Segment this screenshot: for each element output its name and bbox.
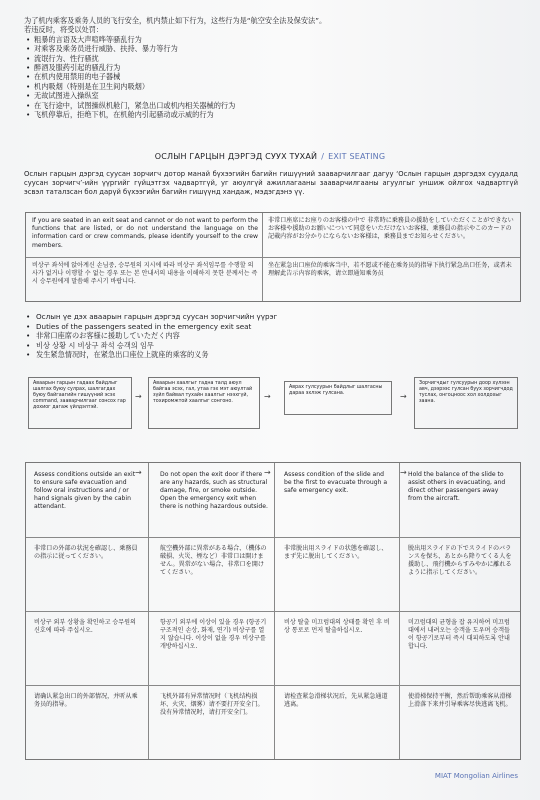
exit-duties-grid: [25, 462, 521, 760]
exit-seat-notice-box: [25, 212, 521, 302]
arrow-right-icon: →: [264, 392, 271, 401]
mongolian-paragraph: Ослын гарцын дэргэд суусан зорчигч дотор манай бүхээгийн багийн гишүүний зааварчилгааг дагуу ‘Ослын гарцын дэргэдэх суудалд суусан зорчигч’-ийн үүргийг гүйцэтгэх чадвартгүй, уг аюулгүй ажиллагааны зааварчилгааны агуулгыг уншиж ойлгох чадвартгүй эсвэл таталзсан бол дарүй бүхээгийн багийн гишүүнд хандаж, мэдэгдэнэ үү.: [24, 170, 518, 196]
step-box-3: Аврах гулсуурын байдлыг шалгасны дараа эхлэж гулсана.: [284, 381, 392, 415]
arrow-right-icon: →: [400, 392, 407, 401]
duties-items: [24, 312, 494, 360]
duty-title-mongolian: • Ослын үе дэх аваарын гарцын дэргэд суусан зорчигчийн үүрэг: [36, 312, 494, 322]
box-divider-horizontal: [26, 257, 520, 258]
step-box-2: Аваарын хаалгыг гадна талд аюул байгаа эсэх, гал, утаа гэх мэт аюултай зүйл байвал тухайн хаалгыг нээхгүй, тохиромжтой хаалгыг сонгоно.: [148, 377, 260, 429]
grid-divider: [26, 537, 520, 538]
grid-cell-english-3: Assess condition of the slide and be the first to evacuate through a safe emergency exit.: [284, 471, 388, 494]
step-box-1: Аваарын гарцын гадаах байдлыг шалгах буюу сулрах, шалгагдах буюу байгаагийн гишүүний эсэх command, зааварчилгааг сонсох гар дохиог дагаж үйлдэлтэй.: [28, 377, 132, 429]
exit-seating-header: [0, 152, 540, 161]
list-item: • 飞机停靠后，拒绝下机，在机舱内引起骚动或示威的行为: [34, 110, 494, 119]
header-mongolian: ОСЛЫН ГАРЦЫН ДЭРГЭД СУУХ ТУХАЙ: [154, 152, 318, 161]
list-item: • 无故试图进入操纵室: [34, 91, 494, 100]
grid-cell-korean-3: 비상 탈출 미끄럼대의 상태를 확인 후 비상 통로로 먼저 탈출하십시오.: [284, 619, 390, 634]
chinese-intro: [24, 16, 494, 119]
grid-cell-korean-2: 항공기 외부에 이상이 있을 경우 (항공기 구조적인 손상, 화재, 연기) 비상구를 열지 않습니다. 이상이 없을 경우 비상구를 개방하십시오.: [160, 619, 267, 650]
grid-cell-english-1: Assess conditions outside an exit to ensure safe evacuation and follow oral instructions and / or hand signals given by the cabin attendant.: [34, 471, 136, 510]
grid-cell-english-2: Do not open the exit door if there are any hazards, such as structural damage, fire, or smoke outside. Open the emergency exit when there is nothing hazardous outside.: [160, 471, 268, 510]
grid-cell-chinese-4: 使滑梯保持平衡，然后帮助乘客从滑梯上滑落下来并引导乘客尽快逃离飞机。: [408, 693, 512, 708]
header-english: EXIT SEATING: [328, 152, 386, 161]
duties-list: [24, 312, 494, 360]
intro-line-2: 若违反时，将受以处罚：: [24, 25, 104, 35]
prohibited-list: [24, 35, 494, 120]
intro-line-1: 为了机内乘客及乘务人员的飞行安全，机内禁止如下行为，这些行为是“航空安全法及保安法”。: [24, 16, 327, 25]
list-item: • 机内吸烟（特别是在卫生间内吸烟）: [34, 82, 494, 91]
grid-cell-korean-4: 미끄럼대의 균형을 잡 유지하여 미끄럼대에서 내려오는 승객을 도우며 승객들이 항공기로부터 즉시 대피하도록 안내합니다.: [408, 619, 510, 650]
arrow-right-icon: →: [264, 468, 271, 477]
header-separator: /: [321, 152, 325, 161]
step-box-4: Зорчигчдыг гулсуурын доор хүлээн авч, дээрээс гулсан буух зорчигчдод туслах, онгоцноос хол холдохыг заана.: [414, 377, 518, 429]
grid-cell-chinese-1: 请确认紧急出口的外部情况，并听从乘务员的指导。: [34, 693, 138, 708]
notice-chinese: 坐在紧急出口座位的乘客当中，若不愿或不能在乘务员的指导下执行紧急出口任务，或者未理解此告示内容的乘客，请立即通知乘务员: [268, 262, 512, 278]
grid-cell-english-4: Hold the balance of the slide to assist others in evacuating, and direct other passengers away from the aircraft.: [408, 471, 506, 502]
airline-footer: MIAT Mongolian Airlines: [434, 772, 518, 780]
notice-japanese: 非常口座席にお座りのお客様の中で 非常時に乗務員の援助をしていただくことができないお客様や援助のお願いについて同意をいただけないお客様、乗務員の指示やこのカードの記載内容がお分かりにならないお客様は，乗務員までお知らせください。: [268, 217, 514, 241]
grid-cell-japanese-3: 非常脱出用スライドの状態を確認し、まず先に脱出してください。: [284, 545, 388, 560]
duty-title-chinese: • 发生紧急情况时，在紧急出口座位上就座的乘客的义务: [36, 350, 494, 360]
list-item: • 粗暴的言语及大声喧哗等骚乱行为: [34, 35, 494, 44]
grid-cell-japanese-1: 非常口の外部の状況を確認し、乗務員の指示に従ってください。: [34, 545, 138, 560]
grid-cell-chinese-3: 请检查紧急滑梯状况后，先从紧急通道逃离。: [284, 693, 388, 708]
duty-title-korean: • 비상 상황 시 비상구 좌석 승객의 임무: [36, 341, 494, 351]
grid-divider: [26, 611, 520, 612]
notice-english: If you are seated in an exit seat and cannot or do not want to perform the functions that are listed, or do not understand the language on the information card or crew commands, please identify yourself to the crew members.: [32, 217, 258, 249]
grid-cell-japanese-2: 航空機外部に異常がある場合、（機体の破損、火災、煙など）非常口は開けません。異常がない場合、非常口を開けてください。: [160, 545, 267, 576]
list-item: • 流氓行为、性行骚扰: [34, 54, 494, 63]
arrow-right-icon: →: [135, 392, 142, 401]
duty-title-japanese: • 非常口座席のお客様に援助していただく内容: [36, 331, 494, 341]
list-item: • 在飞行途中，试图操纵机舱门，紧急出口或机内相关器械的行为: [34, 101, 494, 110]
grid-cell-korean-1: 비상구 외부 상황을 확인하고 승무원의 신호에 따라 주십시오.: [34, 619, 136, 634]
grid-cell-japanese-4: 脱出用スライドの下でスライドのバランスを保ち、あとから降りてくる人を援助し、飛行機からすみやかに離れるように指示してください。: [408, 545, 512, 576]
list-item: • 在机内使用禁用的电子器械: [34, 72, 494, 81]
notice-korean: 비상구 좌석에 앉아계신 손님중, 승무원의 지시에 따라 비상구 좌석임무를 수행할 의사가 없거나 이행할 수 없는 경우 또는 본 안내서의 내용을 이해하지 못한 분께서는 즉시 승무원에게 말씀해 주시기 바랍니다.: [32, 262, 258, 286]
list-item: • 对乘客及乘务员进行威胁、扶持、暴力等行为: [34, 44, 494, 53]
duty-title-english: • Duties of the passengers seated in the emergency exit seat: [36, 322, 494, 332]
list-item: • 醉酒及服药引起的骚乱行为: [34, 63, 494, 72]
grid-cell-chinese-2: 飞机外部有异常情况时（飞机结构损坏、火灾、烟雾）请不要打开安全门。没有异常情况时，请打开安全门。: [160, 693, 264, 716]
arrow-right-icon: →: [400, 468, 407, 477]
arrow-right-icon: →: [135, 468, 142, 477]
grid-divider: [26, 685, 520, 686]
